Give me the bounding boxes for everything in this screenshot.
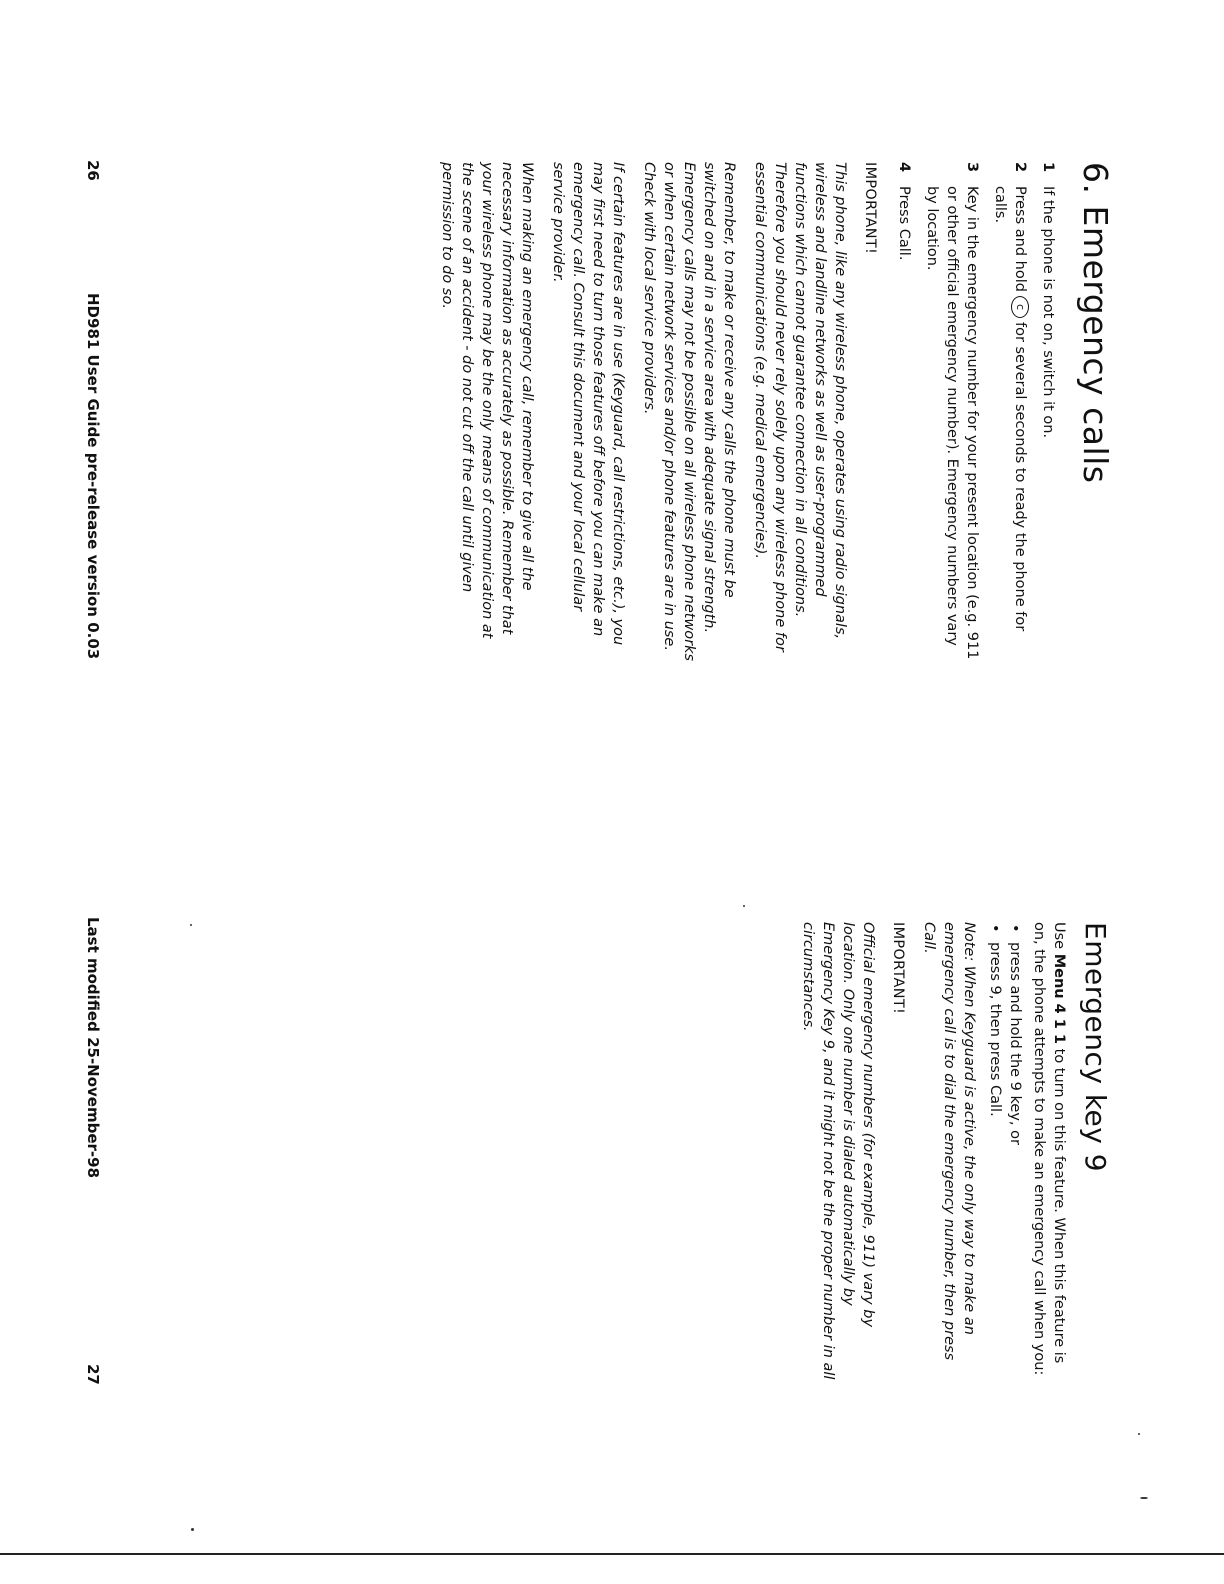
important-heading: IMPORTANT!: [890, 922, 906, 1015]
section-title: Emergency key 9: [1079, 922, 1112, 1173]
important-heading: IMPORTANT!: [862, 162, 878, 255]
footer-title: HD981 User Guide pre-release version 0.03: [84, 293, 102, 660]
scan-speck: [190, 924, 192, 926]
list-item: • press and hold the 9 key, or: [1005, 922, 1025, 1382]
left-page: [426, 162, 1115, 662]
end-key-icon: c: [1011, 296, 1029, 318]
footer-modified: Last modified 25-November-98: [84, 917, 102, 1179]
paragraph: Remember, to make or receive any calls the phone must be switched on and in a service area with adequate signal strength. Emergency calls may not be possible on all wireless phone networks or when certain network services and/or phone features are in use. Check with local service providers.: [641, 162, 737, 662]
list-item: 2 Press and holdcfor several seconds to ready the phone for calls.: [992, 162, 1028, 632]
scan-speck: [191, 1528, 194, 1531]
page-number: 26: [84, 160, 102, 181]
list-item: • press 9, then press Call.: [985, 922, 1005, 1382]
page-number: 27: [84, 1364, 102, 1385]
steps-list: [894, 162, 1058, 662]
paragraph: If certain features are in use (Keyguard, call restrictions, etc.), you may first need to turn those features off before you can make an emergency call. Consult this document and your local cellular service provider.: [550, 162, 626, 646]
list-item: 1 If the phone is not on, switch it on.: [1040, 162, 1056, 439]
intro-paragraph: Use Menu 4 1 1 to turn on this feature. When this feature is on, the phone attempts to make an emergency call when you:: [1031, 922, 1067, 1376]
scan-speck: [1138, 1433, 1140, 1435]
bullet-list: [985, 922, 1025, 1382]
paragraph: When making an emergency call, remember to give all the necessary information as accurately as possible. Remember that your wireless phone may be the only means of communication at the scene of an accident - do not cut off the call until given permission to do so.: [439, 162, 535, 639]
note: Note: When Keyguard is active, the only way to make an emergency call is to dial the emergency number, then press Call.: [921, 922, 977, 1361]
scan-speck: [743, 905, 745, 907]
scan-speck: [1140, 1497, 1148, 1499]
right-page: [787, 922, 1112, 1382]
list-item: 4 Press Call.: [896, 162, 912, 261]
paragraph: This phone, like any wireless phone, operates using radio signals, wireless and landline networks as well as user-programmed functions which cannot guarantee connection in all conditions. Therefore you should never rely solely upon any wireless phone for essential communications (e.g. medical emergencies).: [752, 162, 848, 652]
important-text: Official emergency numbers (for example, 911) vary by location. Only one number is dialed automatically by Emergency Key 9, and it might not be the proper number in all circumstances.: [800, 922, 876, 1380]
scan-edge-line: [0, 1553, 1224, 1555]
list-item: 3 Key in the emergency number for your present location (e.g. 911 or other official emergency number). Emergency numbers vary by location.: [924, 162, 980, 660]
page-title: 6. Emergency calls: [1076, 162, 1115, 484]
menu-path: Menu 4 1 1: [1051, 953, 1067, 1045]
